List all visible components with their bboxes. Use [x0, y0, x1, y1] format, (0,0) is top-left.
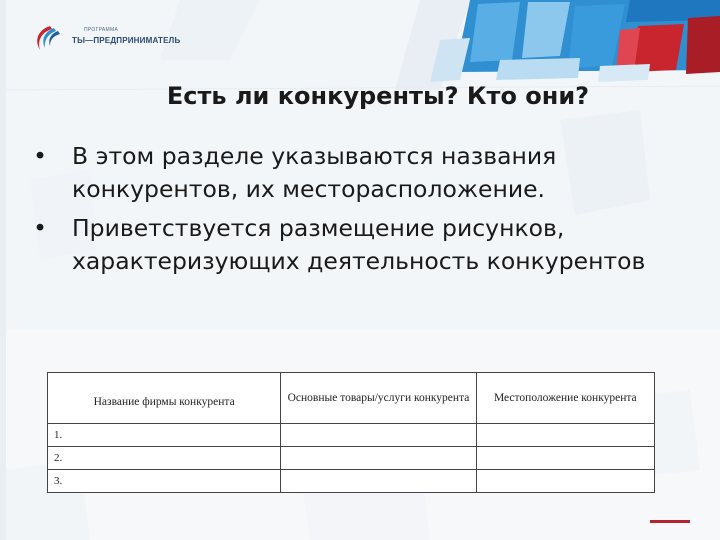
bullet-dot-icon: •	[33, 142, 47, 170]
logo-swoosh-icon	[28, 22, 68, 56]
table-row	[48, 470, 655, 493]
table-row	[48, 447, 655, 470]
table-cell[interactable]	[281, 470, 476, 493]
header-firm-name: Название фирмы конкурента	[48, 373, 281, 424]
table-cell[interactable]	[476, 447, 654, 470]
logo-big-text: ТЫ—ПРЕДПРИНИМАТЕЛЬ	[72, 36, 181, 45]
logo-small-text: ПРОГРАММА	[84, 27, 119, 33]
table-cell[interactable]	[476, 470, 654, 493]
bullet-dot-icon: •	[33, 214, 47, 242]
bullet-item	[30, 140, 690, 206]
table-cell[interactable]	[476, 424, 654, 447]
table-cell[interactable]: 1.	[48, 424, 281, 447]
table-cell[interactable]: 2.	[48, 447, 281, 470]
bullet-item	[30, 212, 690, 278]
table-row	[48, 424, 655, 447]
header-location: Местоположение конкурента	[476, 373, 654, 424]
table-header-row	[48, 373, 655, 424]
table-cell[interactable]	[281, 424, 476, 447]
slide-title: Есть ли конкуренты? Кто они?	[166, 82, 590, 110]
bullet-text: Приветствуется размещение рисунков, характеризующих деятельность конкурентов	[72, 214, 646, 275]
bullet-text: В этом разделе указываются названия конкурентов, их месторасположение.	[72, 142, 557, 203]
competitors-table	[47, 372, 655, 493]
bullet-list	[30, 140, 690, 284]
table-cell[interactable]	[281, 447, 476, 470]
footer-accent-bar	[650, 520, 690, 523]
table-cell[interactable]: 3.	[48, 470, 281, 493]
header-goods-services: Основные товары/услуги конкурента	[281, 373, 476, 424]
